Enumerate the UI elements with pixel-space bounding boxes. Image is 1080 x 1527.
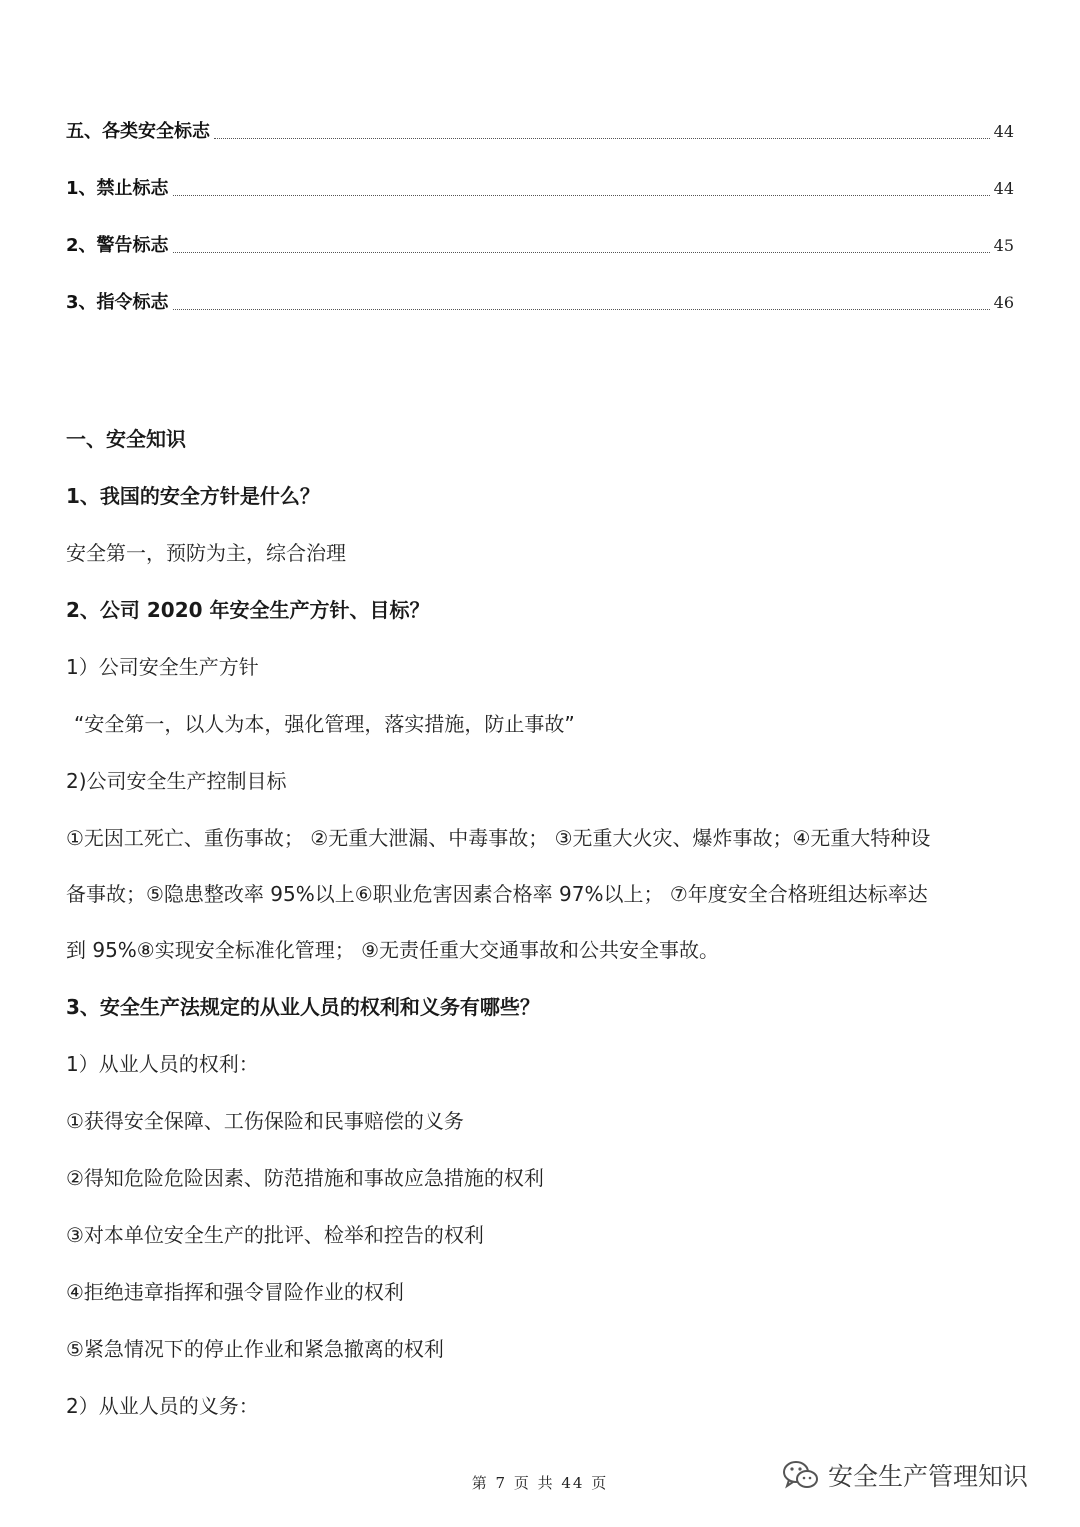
rights-item: ⑤紧急情况下的停止作业和紧急撤离的权利 [66, 1337, 444, 1361]
goals-line: 备事故；⑤隐患整改率 95%以上⑥职业危害因素合格率 97%以上； ⑦年度安全合格班组达标率达 [66, 882, 928, 906]
toc-entry[interactable] [66, 226, 1014, 258]
question-2-title: 2、公司 2020 年安全生产方针、目标？ [66, 598, 430, 622]
toc-entry-page: 45 [993, 236, 1014, 255]
rights-item: ③对本单位安全生产的批评、检举和控告的权利 [66, 1223, 484, 1247]
section-title: 一、安全知识 [66, 427, 186, 451]
wechat-icon [782, 1459, 820, 1491]
rights-item: ④拒绝违章指挥和强令冒险作业的权利 [66, 1280, 404, 1304]
watermark-text: 安全生产管理知识 [828, 1462, 1029, 1491]
question-1-answer: 安全第一，预防为主，综合治理 [66, 541, 346, 565]
toc-entry-label: 五、各类安全标志 [66, 121, 210, 142]
table-of-contents [66, 112, 1014, 340]
toc-entry-label: 3、指令标志 [66, 292, 169, 313]
question-3-title: 3、安全生产法规定的从业人员的权利和义务有哪些？ [66, 995, 540, 1019]
subsection-policy-title: 1）公司安全生产方针 [66, 655, 259, 679]
toc-entry[interactable] [66, 112, 1014, 144]
subsection-goals-title: 2)公司安全生产控制目标 [66, 769, 287, 793]
watermark [782, 1457, 1028, 1493]
goals-line: 到 95%⑧实现安全标准化管理； ⑨无责任重大交通事故和公共安全事故。 [66, 938, 720, 962]
toc-dot-leader [173, 251, 990, 253]
goals-paragraph [66, 810, 1026, 978]
toc-entry-label: 1、禁止标志 [66, 178, 169, 199]
toc-dot-leader [173, 308, 990, 310]
page-indicator: 第 7 页 共 44 页 [471, 1474, 609, 1492]
toc-entry-label: 2、警告标志 [66, 235, 169, 256]
question-1-title: 1、我国的安全方针是什么？ [66, 484, 320, 508]
document-body [66, 420, 1026, 1444]
policy-quote: “安全第一，以人为本，强化管理，落实措施，防止事故” [74, 712, 575, 736]
toc-entry-page: 46 [993, 293, 1014, 312]
toc-entry-page: 44 [993, 122, 1014, 141]
toc-entry-page: 44 [993, 179, 1014, 198]
rights-title: 1）从业人员的权利： [66, 1052, 259, 1076]
rights-item: ②得知危险危险因素、防范措施和事故应急措施的权利 [66, 1166, 544, 1190]
duties-title: 2）从业人员的义务： [66, 1394, 259, 1418]
toc-entry[interactable] [66, 283, 1014, 315]
toc-dot-leader [173, 194, 990, 196]
toc-dot-leader [214, 137, 990, 139]
toc-entry[interactable] [66, 169, 1014, 201]
goals-line: ①无因工死亡、重伤事故； ②无重大泄漏、中毒事故； ③无重大火灾、爆炸事故；④无重大特种设 [66, 826, 931, 850]
rights-item: ①获得安全保障、工伤保险和民事赔偿的义务 [66, 1109, 464, 1133]
